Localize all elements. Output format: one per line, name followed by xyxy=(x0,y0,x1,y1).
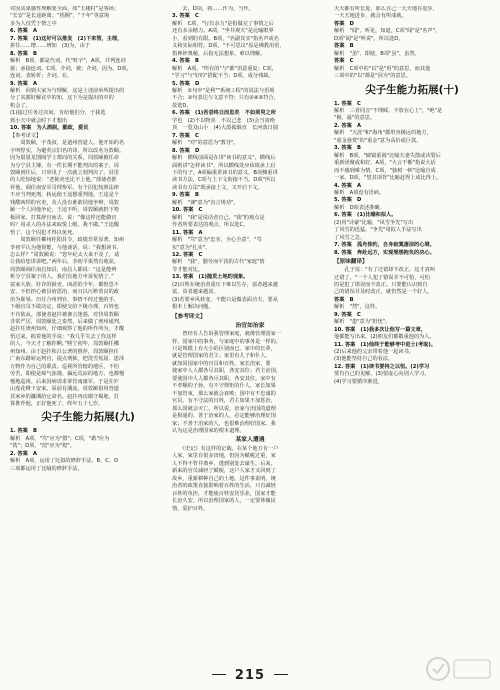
text-line: 人家，家里有很多田地，但因为赋税过重，家 xyxy=(172,453,276,460)
text-line: 实"意为"扎实"。 xyxy=(172,244,211,251)
text-line: 解析 "我"是说话者自己，"我"的观点是 xyxy=(172,214,265,221)
text-line: 7. 答案 (1)这好可以推发 (2)下来管，主理， xyxy=(10,35,123,42)
text-line: 10. 答案 C xyxy=(172,207,203,214)
text-line: 那么国就会灭亡。所以说，治家与治国的道理 xyxy=(172,405,276,412)
text-line: 解析 A项，"笃"应为"罄"；C项，"跣"应为 xyxy=(10,435,110,442)
text-line: 1. 答案 B xyxy=(10,428,37,435)
column-right-text xyxy=(334,6,490,81)
text-line: 拼往……增……辨知 (3)为，由于 xyxy=(10,43,90,50)
text-line: 答案 B xyxy=(334,296,354,303)
text-line: 解析 B项，都是代词，代"虹宇"，A项，并列连词 xyxy=(10,58,126,65)
text-line: 的人吃惊地说：“老狱吏也比不上他。”部使者推 xyxy=(10,177,117,184)
text-line: 解析 B项，"破镜重圆"比喻夫妻失散或决裂后 xyxy=(334,152,441,159)
text-line: 颐一个人同他争论，王逵不听，周敦颐就扔下笏 xyxy=(10,207,119,214)
text-line: 周敦颐任郴州桂阳县令，政绩非常显著。知州 xyxy=(10,237,125,244)
text-line: 解析 "我"，勤劳而平淡的古代"家庭"情 xyxy=(172,259,265,266)
text-line: 的是犯了错误而不改正。只要能认识到自 xyxy=(334,281,428,288)
text-line: 他都能写出来。(2)朋友们都敬重他的为人。 xyxy=(334,334,435,341)
text-line: 就是管理国家的君主；家里有儿子和仆人， xyxy=(172,353,271,360)
text-line: 天天都有所长进，那么自己一天天地在进步， xyxy=(334,6,438,12)
original-translation-heading: 【原味翻译】 xyxy=(334,259,368,266)
text-line: 对因其果感性理解要全面，如“玉楼村”是客场； xyxy=(10,6,120,12)
page-number: 215 xyxy=(234,668,266,683)
text-line: 解析 "天涯"和"海角"都形容极远的地方， xyxy=(334,130,432,137)
text-line: 解析 "然"，这样。 xyxy=(334,304,381,311)
text-line: 周敦颐调任南昌知县，南昌人都说：“这是能辨 xyxy=(10,266,117,273)
text-line: 析分宁县案子的人，我们有地方申诉冤情了。” xyxy=(10,274,114,281)
text-line: 《史记》有这样的记载，在某个地方有一户 xyxy=(172,445,279,452)
text-line: 解析 "患"意为"担忧"。 xyxy=(334,319,391,326)
text-line: 解析 横线前面是在讲"读书的意义"，横线后 xyxy=(172,155,276,162)
text-line: 荐他，调任南安军司理参军。有个囚犯按照法律 xyxy=(10,184,119,191)
text-line: 12. 答案 (1)读书要持之以恒。(2)学习 xyxy=(334,363,430,370)
text-line: 故乡，重新耕种自己的土地。这件事说明，统 xyxy=(172,475,276,482)
text-line: 6. 答案 A xyxy=(10,28,37,35)
text-line: 7. 答案 C xyxy=(172,132,199,139)
text-line: 治为耻辱。历任合州判官，事情不经过他的手， xyxy=(10,296,119,303)
text-line: 到小天中就会时下才想出 xyxy=(10,117,68,124)
text-line: 富，贫者越来越贫。 xyxy=(172,289,219,296)
text-line: 劳苦，即使是瘴气弥漫、偏远荒凉的地方，也都慢 xyxy=(10,371,125,378)
column-right-mid xyxy=(334,101,490,258)
text-line: 广南东路转运判官，提点刑狱，把洗雪冤屈、恩泽 xyxy=(10,356,125,363)
text-line: 只是规模上有大小的区别而已。家中的长辈， xyxy=(172,345,276,352)
text-line: 要有自己的见解。(3)要虚心向别人学习。 xyxy=(334,371,430,378)
text-line: 义和实际相符。D项，"不可思议"原是佛教用语， xyxy=(172,43,285,50)
text-line: 不合；③句表达与文意不符；只有②④⑤符合， xyxy=(172,95,279,102)
text-line: 小，看到的有限。B项，"名副其实"指名声或名 xyxy=(172,35,279,42)
text-line: 下级官员不敢决定，即使交给下级办理，百姓也 xyxy=(10,304,119,311)
text-line: 还有多余精力。A项，"坐井观天"是比喻眼界 xyxy=(172,28,274,35)
text-line: 10. 答案 为人酒脱，勤政，爱民 xyxy=(10,125,89,132)
text-line: 8. 答案 B xyxy=(10,50,37,57)
text-line: 三项都运用了比喻的修辞手法。 xyxy=(10,465,83,472)
column-middle xyxy=(172,6,328,658)
text-line: 县家乡的濂溪给它命名。赵抃再次镇守蜀地，打 xyxy=(10,393,119,400)
text-line: 2. 答案 A xyxy=(10,450,37,457)
text-line: 3. 答案 C xyxy=(172,13,199,20)
text-line: 解析 A项没有语病。 xyxy=(334,189,385,196)
text-line: 不肯依从。部使者赵抃被谗言迷惑，对待周敦颐 xyxy=(10,311,119,318)
text-line: 悟了，这个囚犯才得以免死。 xyxy=(10,229,78,236)
text-line: 读书有方法"既承接上文，又开启下文。 xyxy=(172,184,263,191)
text-line: 解析 三者同音"不理睬，不放在心上"，"绝"是 xyxy=(334,107,443,114)
text-line: 样，国家中的事务，与家庭中的事务是一样的。 xyxy=(172,338,281,345)
text-line: 解析 C项，"行有余力"是指做完了事情之后 xyxy=(172,20,274,27)
text-line: 顶 一览众山小 (4)大漠孤烟直 长河落日圆 xyxy=(172,125,278,132)
text-line: 非常严厉，周敦颐处之泰然。后来做了虔州通判， xyxy=(10,319,125,326)
text-line: (1)接过任务过次间，有给他们分，于我选 xyxy=(10,110,106,117)
text-line: 8. 答案 奔赴远方，实现理想抱负的决心。 xyxy=(334,249,435,256)
text-line: 12. 答案 C xyxy=(172,251,203,258)
text-line: 3. 答案 B xyxy=(334,145,361,152)
text-line: 接；承接连词。C项，介词，被；介词，因为。D项， xyxy=(10,65,132,72)
text-line: 孔子说："有了过错却不改正，这才真叫 xyxy=(334,267,435,274)
column-middle-text xyxy=(172,6,328,312)
text-line: 了风雪的迅猛，"争先"用拟人手法写出 xyxy=(334,227,422,234)
text-line: (2)百姓在统治者重压下难以生存，富者越来越 xyxy=(172,281,278,288)
text-line: 人不得不背井离乡，逃到别处去谋生。后来， xyxy=(172,460,276,467)
text-line: (4)学习要循序渐进。 xyxy=(334,378,383,385)
text-line: 2. 答案 A xyxy=(334,122,361,129)
text-line: "铣"；D项，"湟"应为"煌"。 xyxy=(10,443,75,450)
text-line: 4. 答案 A xyxy=(334,182,361,189)
text-line: 了风雪之急。 xyxy=(334,234,366,241)
text-line: 【参考译文】 xyxy=(10,132,42,139)
text-line: 读书方法，C项与上下文衔接不当。D项"所以 xyxy=(172,177,276,184)
text-line: 答案 C xyxy=(334,58,354,65)
text-line: 的人，今天才了解你啊。”熙宁初年，周敦颐任郴 xyxy=(10,341,120,348)
text-line: 5. 答案 D xyxy=(334,197,362,204)
text-line: (3)他能坚持自己的看法。 xyxy=(334,356,394,363)
text-line: 一天天地进步，就会有所成就。 xyxy=(334,13,407,20)
text-line: 使家中人人都各尽其职，各安其位；君主治国， xyxy=(172,368,281,375)
answer-page xyxy=(10,6,492,658)
text-line: 解析 "笃"意为"忠实，全心全意"，"笃 xyxy=(172,237,262,244)
column-left-tail xyxy=(10,428,166,473)
text-line: "学习"与"好的"搭配不当；D项，成分残缺。 xyxy=(172,73,274,80)
text-line: 曾经有人告诉我管理家庭，就像管理国家一 xyxy=(172,331,281,338)
text-line: "极，最"的意思。 xyxy=(334,115,376,122)
reference-translation-heading: 【参考译文】 xyxy=(172,313,206,320)
text-line: 安，不但担心被县府惩治，而且以污秽善良的政 xyxy=(10,289,119,296)
text-line: 9. 答案 A xyxy=(10,80,37,87)
text-line: 9. 答案 C xyxy=(334,311,361,318)
text-line: 面则讲"怎样读书"，所以横线处应该填承上启 xyxy=(172,162,276,169)
text-line: 不孝顺的子孙，有不守规矩的仆人，家长如果 xyxy=(172,383,276,390)
text-line: 就如同国家中的官员和百姓。家长治家，要 xyxy=(172,360,271,367)
text-line: 解析 A项，运用了比拟的修辞手法。B、C、D xyxy=(10,458,119,465)
text-line: 不加管束，那么家就会衰败；国中有不忠诚的 xyxy=(172,390,276,397)
text-line: 解析 A项，"所有的"与"都"语意重复；C项， xyxy=(172,65,277,72)
column-middle-end xyxy=(172,446,328,513)
text-line: 治者的政策直接影响着百姓的生活，只有减轻 xyxy=(172,483,276,490)
text-line: 答案 B xyxy=(334,43,354,50)
text-line: 7. 答案 孤舟独钓，自身寂寞凄凉的心境。 xyxy=(334,242,435,249)
text-line: 4. 答案 B xyxy=(172,58,199,65)
text-line: D项"闻"是"听说"，所以选D。 xyxy=(334,35,404,42)
text-line: 答案 D xyxy=(334,20,354,27)
text-line: (2)用"诗豪"比喻，"风雪争先"写出 xyxy=(334,219,414,226)
text-line: 山莲花峰下安家。屋前有溪流，周敦颐借用营道 xyxy=(10,386,119,393)
text-line: 重新团聚或和好。A项，"大言不惭"指说大话 xyxy=(334,160,436,167)
text-line: 富家大族、奸诈的狱吏、凶恶的少年，都惶恐不 xyxy=(10,281,119,288)
text-line: 分了其都好解议中的知，这下为是提出的中的 xyxy=(10,95,114,102)
passage-title-2: 某家人遭遇 xyxy=(235,437,265,444)
text-line: 要使国中人人都各尽其职，各安其位。家中有 xyxy=(172,375,276,382)
text-line: 算推荐他，正好他死了，终年五十七岁。 xyxy=(10,401,104,408)
text-line: 新来的官员减轻了赋税，这户人家才又回到了 xyxy=(172,468,276,475)
text-line: 情，爱护百姓。 xyxy=(172,505,209,512)
section-heading-10: 尖子生能力拓展(十) xyxy=(365,83,459,96)
text-line: 而不感到难为情。C项，"独树一帜"比喻自成 xyxy=(334,167,436,174)
section-heading-9: 尖子生能力拓展(九) xyxy=(41,411,135,424)
text-line: 州知州。由于赵抃和吕公著的推荐，周敦颐担任 xyxy=(10,348,119,355)
text-line: "重金悬赏"的"重金"意为高价或巨款。 xyxy=(334,137,422,144)
text-line: 一家。D项，"望其项背"比喻赶得上或比得上。 xyxy=(334,175,442,182)
text-line: 是相通的。善于治家的人，必定能够治理好国 xyxy=(172,413,276,420)
text-line: 去，D项，将……作为，当作。 xyxy=(172,6,254,12)
text-line: 敦颐到任后，只审讯了一次就立刻判决了。县里 xyxy=(10,169,119,176)
text-line: 机会了。 xyxy=(10,102,31,109)
text-line: 下的句子。A项偏重讲读书的意义，B项侧重讲 xyxy=(172,169,278,176)
text-line: 解析 "对"的意思为"教导"。 xyxy=(172,140,239,147)
text-line: 万物作为自己的职责。巡视所管辖的地区，不怕 xyxy=(10,363,119,370)
text-line: 怎么样？”周敦颐说：“您年纪太大来不及了，请 xyxy=(10,251,120,258)
text-line: 为分宁县主簿。有一件长期不能判决的案子，周 xyxy=(10,162,119,169)
column-middle-passage xyxy=(172,331,328,435)
footer-dash-right xyxy=(274,674,288,675)
text-line: 9. 答案 B xyxy=(172,192,199,199)
text-line: 1. 答案 C xyxy=(334,100,361,107)
text-line: (3)若要乡风转变，不能只是做表面功夫，要从 xyxy=(172,296,278,303)
text-line: 悟过来，握着他的手说：“我几乎失去了你这样 xyxy=(10,333,117,340)
text-line: 5. 答案 D xyxy=(172,80,200,87)
text-line: 作者所要表达的观点，所以选C。 xyxy=(172,222,249,229)
column-right xyxy=(334,6,490,658)
text-line: 不应当判死刑，转运使王逵想重判他。王逵是个 xyxy=(10,192,119,199)
text-line: 解析 D项表述准确。 xyxy=(334,204,385,211)
text-line: 让我给您讲讲吧。”两年后，李初平果然有收获。 xyxy=(10,259,120,266)
footer-dash-left xyxy=(212,674,226,675)
text-line: 三项中的"以"都是"因为"的意思。 xyxy=(334,73,411,80)
text-line: 6. 答案 (1)吾尝终日而思矣 不如须臾之所 xyxy=(172,110,276,117)
text-line: 根本上解决问题。 xyxy=(172,304,214,311)
text-line: 周敦颐，字茂叔，是道州营道人。他开始的名 xyxy=(10,140,125,147)
text-line: “长安”是长途距离；“梧桐”，“千年”等意境 xyxy=(10,13,110,20)
text-line: 官员，有不守法的百姓，君主如果不加惩治， xyxy=(172,398,276,405)
text-line: 赵抃任虔州知州，仔细观察了他的所作所为，才醒 xyxy=(10,326,125,333)
text-line: 11. 答案 A xyxy=(172,229,203,236)
text-line: 家；不善于治家的人，也很难治理好国家。我 xyxy=(172,420,276,427)
text-line: 指神妙奥秘，后指无法想象，难以理解。 xyxy=(172,50,266,57)
text-line: 吗？用杀人的办法来取悦上级，我不做。”王逵醒 xyxy=(10,222,120,229)
text-line: 慢地巡视。后来因病请求掌管南康军。于是在庐 xyxy=(10,378,119,385)
text-line: 连词，表转折；介词，在。 xyxy=(10,73,73,80)
text-line: 认为这是治理国家的根本道理。 xyxy=(172,427,245,434)
text-line: 解析 "虽"，即使，B项"虽"，虽然。 xyxy=(334,50,420,57)
text-line: 13. 答案 (1)抛荒土地的现象。 xyxy=(172,274,249,281)
text-line: 解析 ①句中"是利""系统工程"的说法与语境 xyxy=(172,87,275,94)
column-left xyxy=(10,6,166,658)
text-line: 学也 (2)不以物喜 不以己悲 (3)会当凌绝 xyxy=(172,117,275,124)
text-line: 解析 C项中的"以"是"用"的意思，而其他 xyxy=(334,65,431,72)
text-line: 因为舅舅龙图阁学士郑向的关系，周敦颐被任命 xyxy=(10,155,119,162)
column-right-end xyxy=(334,267,490,386)
text-line: 残酷凶悍的官吏，众人没有谁敢同他争辩，周敦 xyxy=(10,199,119,206)
text-line: 多为人仅凭于情之中 xyxy=(10,20,57,27)
column-left-text xyxy=(10,6,166,408)
text-line: 节才能对比。 xyxy=(172,266,204,273)
passage-title-1: 治官如治家 xyxy=(235,322,265,329)
text-line: 10. 答案 (1)我多次让他写一篇文章， xyxy=(334,326,426,333)
text-line: 解析 "谏"意为"直言规劝"。 xyxy=(172,199,239,206)
text-line: 8. 答案 D xyxy=(172,147,200,154)
text-line: 己的错误并及时改正，就仍然是一个好人。 xyxy=(334,289,433,296)
text-line: 解析 "闻"，听见，知道，C项"闻"是"名声"， xyxy=(334,28,441,35)
text-line: 故选D。 xyxy=(172,102,192,109)
text-line: 李初平认为他贤能，与他谈话，说：“我想读书， xyxy=(10,244,122,251)
text-line: 过错了。"一个人犯了错误并不可怕，可怕 xyxy=(334,274,430,281)
watermark-logo-icon xyxy=(424,652,494,686)
text-line: 解析 回到大家为与理解，这是上述前举所提出的 xyxy=(10,87,125,94)
text-line: 字叫惇实，为避英宗旧名的讳，所以改名为敦颐。 xyxy=(10,147,125,154)
text-line: 长治久安。所以治理国家的人，一定要体恤民 xyxy=(172,498,276,505)
text-line: 11. 答案 (1)他终于能够考中进士(考取)。 xyxy=(334,341,436,348)
text-line: 6. 答案 (1)比喻和拟人。 xyxy=(334,212,397,219)
text-line: (2)后来他的父亲带着他一起读书。 xyxy=(334,349,414,356)
text-line: 百姓的负担，才能使百姓安居乐业，国家才能 xyxy=(172,490,276,497)
text-line: 板回家，打算辞官而去，说：“像这样还能做官 xyxy=(10,214,117,221)
